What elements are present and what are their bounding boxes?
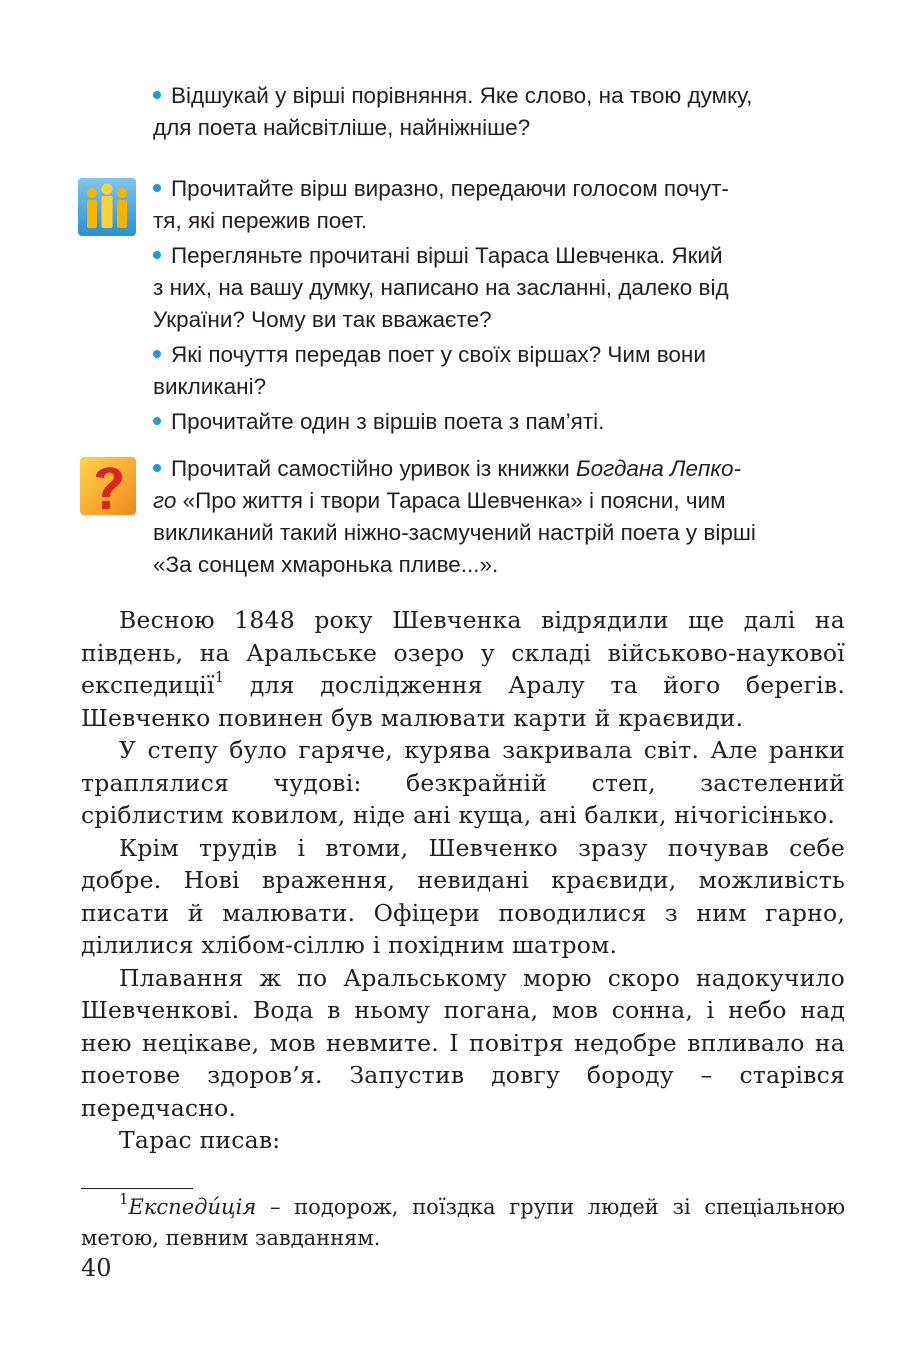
group-reading-icon [78, 178, 136, 236]
task-line [153, 112, 845, 144]
task-line [153, 339, 845, 371]
task-line [153, 304, 845, 336]
task-text: для поета найсвітліше, найніжніше? [153, 115, 531, 140]
paragraph: Тарас писав: [119, 1126, 281, 1154]
footnote [81, 1192, 845, 1254]
bullet-icon [153, 184, 161, 192]
task-line [153, 485, 845, 517]
task-line [153, 517, 845, 549]
task-text: Прочитайте вірш виразно, передаючи голосом почут- [171, 176, 729, 201]
paragraph-text: Весною 1848 року Шевченка відрядили ще далі на південь, на Аральське озеро у складі військово-наукової експедиції [81, 606, 845, 699]
footnote-ref: 1 [214, 668, 225, 687]
bullet-icon [153, 91, 161, 99]
page-number: 40 [81, 1254, 112, 1282]
paragraph: Крім трудів і втоми, Шевченко зразу почував себе добре. Нові враження, невидані краєвиди, можливість писати й малювати. Офіцери поводилися з ним гарно, ділилися хлібом-сіллю і похідним шатром. [81, 833, 845, 959]
reading-text [81, 604, 845, 1157]
bullet-icon [153, 251, 161, 259]
task-text: України? Чому ви так вважаєте? [153, 307, 492, 332]
task-text: Які почуття передав поет у своїх віршах? Чим вони [171, 342, 706, 367]
task-text: «За сонцем хмаронька пливе...». [153, 552, 499, 577]
task-text: тя, які пережив поет. [153, 208, 368, 233]
footnote-marker: 1 [119, 1190, 129, 1208]
task-text: викликані? [153, 374, 267, 399]
task-line [153, 272, 845, 304]
task-line [153, 205, 845, 237]
paragraph: У степу було гаряче, курява закривала світ. Але ранки траплялися чудові: безкрайній степ, застелений сріблистим ковилом, ніде ані куща, ані балки, нічогісінько. [81, 736, 845, 829]
task-line [153, 549, 845, 581]
task-text: з них, на вашу думку, написано на засланні, далеко від [153, 275, 729, 300]
task-line [153, 173, 845, 205]
task-text: «Про життя і твори Тараса Шевченка» і поясни, чим [176, 488, 726, 513]
task-block-independent [153, 453, 845, 581]
task-text: викликаний такий ніжно-засмучений настрій поета у вірші [153, 520, 756, 545]
task-line [153, 240, 845, 272]
task-line [153, 406, 845, 438]
task-block-compare [153, 80, 845, 144]
task-block-group [153, 173, 845, 438]
task-text: Прочитайте один з віршів поета з пам’яті. [171, 409, 605, 434]
author-name: го [153, 488, 177, 513]
task-line [153, 453, 845, 485]
author-name: Богдана Лепко- [575, 456, 742, 481]
footnote-divider [81, 1188, 193, 1189]
paragraph: Плавання ж по Аральському морю скоро надокучило Шевченкові. Вода в ньому погана, мов сонна, і небо над нею нецікаве, мов невмите. І повітря недобре впливало на поетове здоров’я. Запустив довгу бороду – старівся передчасно. [81, 963, 845, 1122]
bullet-icon [153, 350, 161, 358]
footnote-text: – подорож, поїздка групи людей зі спеціальною метою, певним завданням. [81, 1195, 845, 1250]
bullet-icon [153, 417, 161, 425]
task-text: Перегляньте прочитані вірші Тараса Шевченка. Який [171, 243, 723, 268]
task-text: Прочитай самостійно уривок із книжки [171, 456, 576, 481]
task-line [153, 80, 845, 112]
bullet-icon [153, 464, 161, 472]
question-mark-icon [80, 457, 136, 515]
footnote-term: Експеди́ція [128, 1195, 257, 1219]
task-text: Відшукай у вірші порівняння. Яке слово, на твою думку, [171, 83, 753, 108]
paragraph-text: для дослідження Аралу та його берегів. Шевченко повинен був малювати карти й краєвиди. [81, 671, 845, 732]
task-line [153, 371, 845, 403]
paragraph [81, 604, 845, 734]
